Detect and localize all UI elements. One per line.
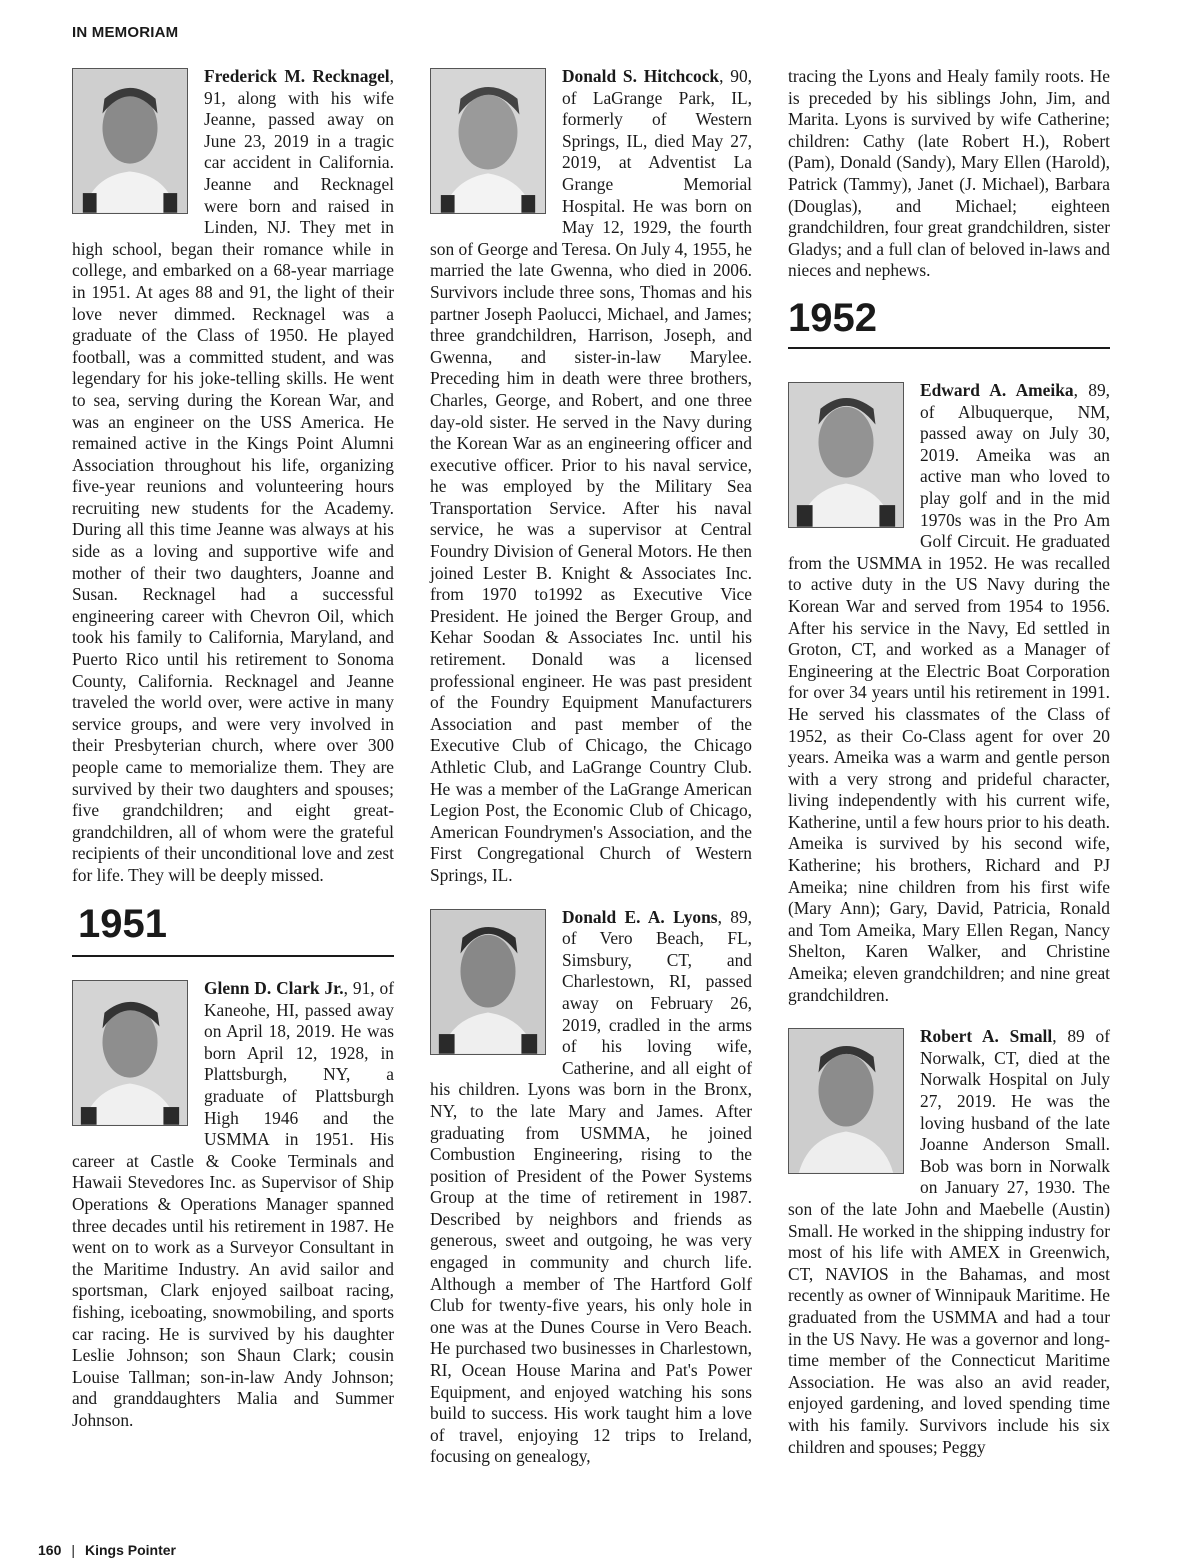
obituary-lyons-continued: tracing the Lyons and Healy family roots. He is preceded by his siblings John, Jim, and Marita. Lyons is survived by wife Catherine; children: Cathy (late Robert H.), Robert (Pam), Donald (Sandy), Mary Ellen (Harold), Patrick (Tammy), Janet (J. Michael), Barbara (Douglas), and Michael; eighteen grandchildren, four great grandchildren, sister Gladys; and a full clan of beloved in-laws and nieces and nephews.: [788, 66, 1110, 281]
column-1: [72, 66, 394, 887]
obituary-text-recknagel: , 91, along with his wife Jeanne, passed away on June 23, 2019 in a tragic car accident in California. Jeanne and Recknagel were born and raised in Linden, NJ. They met in high school, began their romance while in college, and embarked on a 68-year marriage in 1951. At ages 88 and 91, the light of their love never dimmed. Recknagel was a graduate of the Class of 1950. He played football, was a committed student, and was legendary for his joke-telling skills. He went to sea, serving during the Korean War, and was an engineer on the USS America. He remained active in the Kings Point Alumni Association throughout his life, organizing five-year reunions and volunteering hours recruiting new students for the Academy. During all this time Jeanne was always at his side as a loving and supportive wife and mother of their two daughters, Joanne and Susan. Recknagel had a successful engineering career with Chevron Oil, which took his family to California, Maryland, and Puerto Rico until his retirement to Sonoma County, California. Recknagel and Jeanne traveled the world over, were active in many service groups, and were very involved in their Presbyterian church, where over 300 people came to memorialize them. They are survived by their two daughters and spouses; five grandchildren; and eight great-grandchildren, all of whom were the grateful recipients of their unconditional love and zest for life. They will be deeply missed.: [72, 66, 394, 885]
obituary-name-clark: Glenn D. Clark Jr.: [204, 978, 344, 998]
obituary-hitchcock: [430, 66, 752, 887]
divider-1951: [72, 955, 394, 957]
portrait-photo-recknagel: [72, 68, 188, 214]
obituary-name-recknagel: Frederick M. Recknagel: [204, 66, 390, 86]
page-footer: [38, 1542, 176, 1558]
obituary-name-hitchcock: Donald S. Hitchcock: [562, 66, 720, 86]
obituary-lyons: [430, 907, 752, 1468]
portrait-icon: [789, 1029, 903, 1173]
column-3: [788, 66, 1110, 282]
portrait-icon: [789, 383, 903, 527]
obituary-text-clark: , 91, of Kaneohe, HI, passed away on April 18, 2019. He was born April 12, 1928, in Plattsburgh, NY, a graduate of Plattsburgh High 1946 and the USMMA in 1951. His career at Castle & Cooke Terminals and Hawaii Stevedores Inc. as Supervisor of Ship Operations & Operations Manager spanned three decades until his retirement in 1987. He went on to work as a Surveyor Consultant in the Maritime Industry. An avid sailor and sportsman, Clark enjoyed sailboat racing, fishing, iceboating, snowmobiling, and sports car racing. He is survived by his daughter Leslie Johnson; son Shaun Clark; cousin Louise Tallman; son-in-law Andy Johnson; and granddaughters Malia and Summer Johnson.: [72, 978, 394, 1430]
obituary-text-small: , 89 of Norwalk, CT, died at the Norwalk Hospital on July 27, 2019. He was the loving husband of the late Joanne Anderson Small. Bob was born in Norwalk on January 27, 1930. The son of the late John and Maebelle (Austin) Small. He worked in the shipping industry for most of his life with AMEX in Greenwich, CT, NAVIOS in the Bahamas, and most recently as owner of Winnipauk Maritime. He graduated from the USMMA and had a tour in the US Navy. He was a governor and long- time member of the Connecticut Maritime Association. He was also an avid reader, enjoyed gardening, and loved spending time with his family. Survivors include his six children and spouses; Peggy: [788, 1026, 1110, 1457]
column-3-lower: [788, 380, 1110, 1458]
obituary-name-lyons: Donald E. A. Lyons: [562, 906, 718, 927]
portrait-icon: [73, 981, 187, 1125]
obituary-text-ameika: , 89, of Albuquerque, NM, passed away on July 30, 2019. Ameika was an active man who loved to play golf and in the mid 1970s was in the Pro Am Golf Circuit. He graduated from the USMMA in 1952. He was recalled to active duty in the US Navy during the Korean War and served from 1954 to 1956. After his service in the Navy, Ed settled in Groton, CT, and worked as a Manager of Engineering at the Electric Boat Corporation for over 34 years until his retirement in 1991. He served his classmates of the Class of 1952, as their Co-Class agent for over 20 years. Ameika was a warm and gentle person with a very strong and prideful character, living independently with his current wife, Katherine, until a few hours prior to his death. Ameika is survived by his second wife, Katherine; his brothers, Richard and PJ Ameika; nine children from his first wife (Mary Ann); Gary, David, Patricia, Ronald and Tom Ameika, Mary Ellen Regan, Nancy Shelton, Karen Walker, and Christine Ameika; eleven grandchildren; and nine great grandchildren.: [788, 380, 1110, 1005]
section-header: IN MEMORIAM: [72, 24, 179, 41]
divider-1952: [788, 347, 1110, 349]
obituary-name-small: Robert A. Small: [920, 1026, 1053, 1047]
portrait-photo-ameika: [788, 382, 904, 528]
publication-name: Kings Pointer: [85, 1542, 177, 1558]
portrait-photo-lyons: [430, 909, 546, 1055]
page-number: 160: [38, 1542, 62, 1558]
obituary-name-ameika: Edward A. Ameika: [920, 380, 1074, 400]
column-1-lower: [72, 978, 394, 1431]
portrait-photo-hitchcock: [430, 68, 546, 214]
obituary-small: [788, 1026, 1110, 1458]
obituary-text-lyons: , 89, of Vero Beach, FL, Simsbury, CT, and Charlestown, RI, passed away on February 26, 2019, cradled in the arms of his loving wife, Catherine, and all eight of his children. Lyons was born in the Bronx, NY, to the late Mary and James. After graduating from USMMA, he joined Combustion Engineering, rising to the position of President of the Power Systems Group at the time of retirement in 1987. Described by neighbors and friends as generous, sweet and outgoing, he was very engaged in community and church life. Although a member of The Hartford Golf Club for twenty-five years, his only hole in one was at the Dunes Course in Vero Beach. He purchased two businesses in Charlestown, RI, Ocean House Marina and Pat's Power Equipment, and enjoyed watching his sons build to success. His work taught him a love of travel, enjoying 12 trips to Ireland, focusing on genealogy,: [430, 906, 753, 1467]
obituary-text-hitchcock: , 90, of LaGrange Park, IL, formerly of Western Springs, IL, died May 27, 2019, at Adventist La Grange Memorial Hospital. He was born on May 12, 1929, the fourth son of George and Teresa. On July 4, 1955, he married the late Gwenna, who died in 2006. Survivors include three sons, Thomas and his partner Joseph Paolucci, Michael, and James; three grandchildren, Harrison, Joseph, and Gwenna, and sister-in-law Marylee. Preceding him in death were three brothers, Charles, George, and Robert, and one three day-old sister. He served in the Navy during the Korean War as an engineering officer and executive officer. Prior to his naval service, he was employed by the Military Sea Transportation Service. After his naval service, he was a supervisor at Central Foundry Division of General Motors. He then joined Lester B. Knight & Associates Inc. from 1970 to1992 as Executive Vice President. He joined the Berger Group, and Kehar Soodan & Associates Inc. until his retirement. Donald was a licensed professional engineer. He was past president of the Foundry Equipment Manufacturers Association and past member of the Executive Club of Chicago, the Chicago Athletic Club, and LaGrange Country Club. He was a member of the LaGrange American Legion Post, the Economic Club of Chicago, American Foundrymen's Association, and the First Congregational Church of Western Springs, IL.: [430, 66, 753, 885]
footer-separator: |: [71, 1542, 75, 1558]
portrait-icon: [431, 910, 545, 1054]
portrait-icon: [431, 69, 545, 213]
obituary-ameika: [788, 380, 1110, 1006]
portrait-icon: [73, 69, 187, 213]
column-2: [430, 66, 752, 1468]
year-heading-1951: 1951: [78, 902, 167, 946]
obituary-clark: [72, 978, 394, 1431]
year-heading-1952: 1952: [788, 296, 877, 340]
portrait-photo-clark: [72, 980, 188, 1126]
portrait-photo-small: [788, 1028, 904, 1174]
obituary-recknagel: [72, 66, 394, 887]
